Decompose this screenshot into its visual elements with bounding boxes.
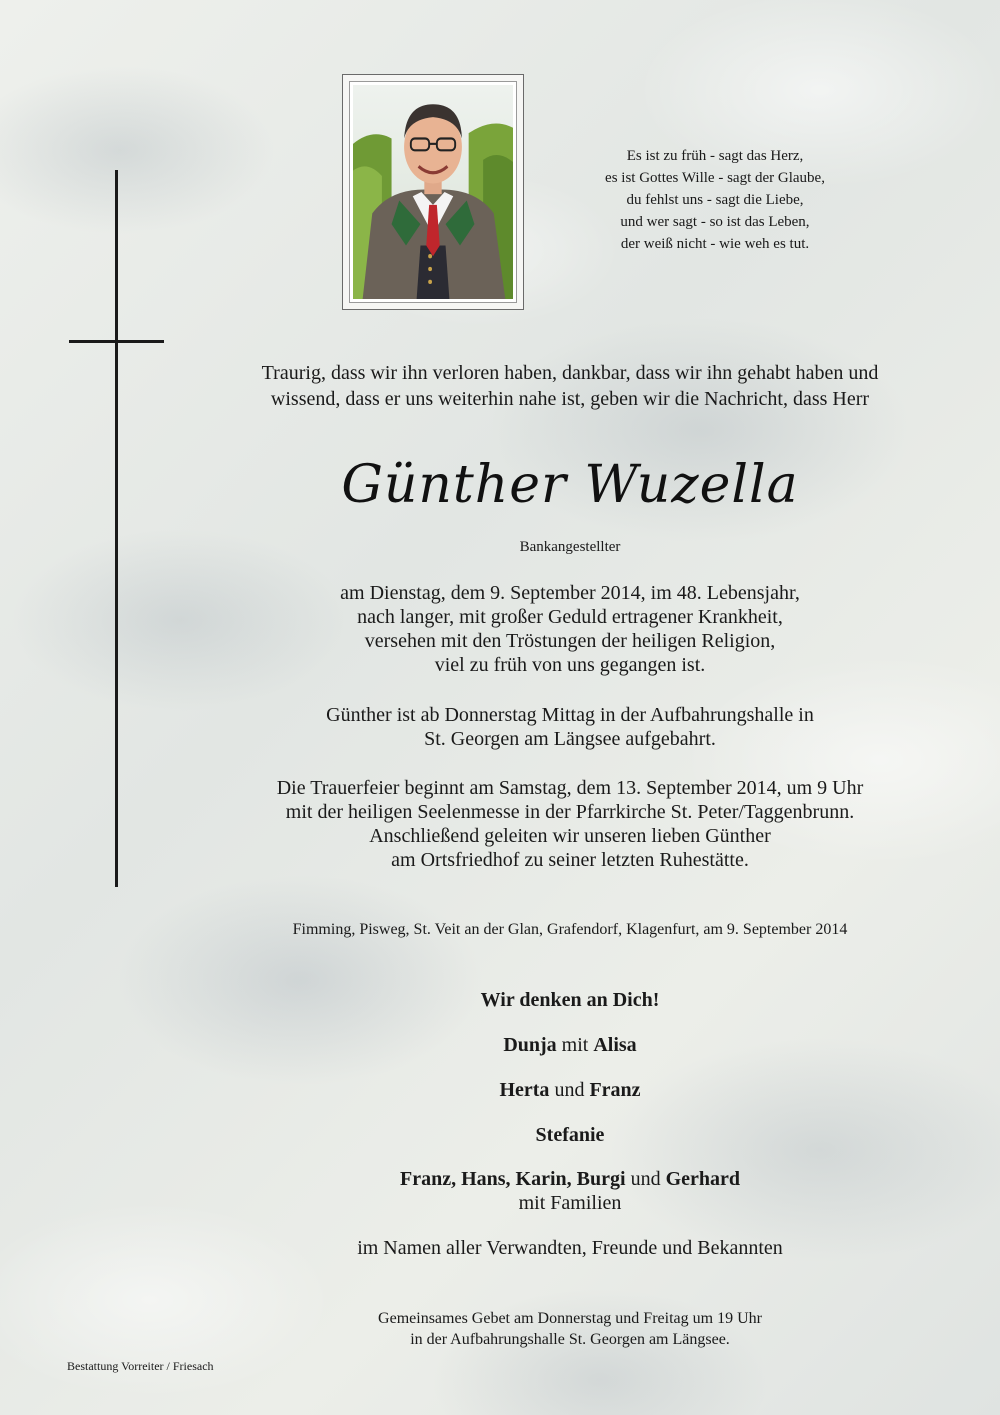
mourner-families: mit Familien xyxy=(518,1192,622,1214)
prayer-line: in der Aufbahrungshalle St. Georgen am Längsee. xyxy=(410,1331,730,1348)
deceased-name: Günther Wuzella xyxy=(341,455,799,515)
mourner-name: Herta xyxy=(499,1079,550,1101)
viewing-info xyxy=(200,703,940,751)
portrait-photo xyxy=(349,81,517,303)
prayer-info xyxy=(270,1308,870,1350)
prayer-line: Gemeinsames Gebet am Donnerstag und Freitag um 19 Uhr xyxy=(378,1310,762,1327)
death-notice-text xyxy=(200,581,940,677)
funeral-line: Die Trauerfeier beginnt am Samstag, dem 13. September 2014, um 9 Uhr xyxy=(276,777,864,799)
poem-line: es ist Gottes Wille - sagt der Glaube, xyxy=(605,170,825,186)
mourner-name: Gerhard xyxy=(665,1168,740,1190)
death-notice-line: viel zu früh von uns gegangen ist. xyxy=(434,654,706,676)
mourner-line xyxy=(250,1123,890,1147)
poem-verse xyxy=(560,145,870,255)
intro-text xyxy=(200,360,940,412)
funeral-line: am Ortsfriedhof zu seiner letzten Ruhestätte. xyxy=(391,849,749,871)
place-and-date: Fimming, Pisweg, St. Veit an der Glan, Grafendorf, Klagenfurt, am 9. September 2014 xyxy=(292,921,848,938)
viewing-line: Günther ist ab Donnerstag Mittag in der Aufbahrungshalle in xyxy=(326,704,814,726)
portrait-photo-image xyxy=(353,85,513,299)
funeral-info xyxy=(200,776,940,872)
funeral-line: Anschließend geleiten wir unseren lieben Günther xyxy=(369,825,771,847)
mourner-name: Stefanie xyxy=(535,1124,605,1146)
mourner-name: Alisa xyxy=(593,1034,637,1056)
viewing-line: St. Georgen am Längsee aufgebahrt. xyxy=(424,728,716,750)
death-notice-line: versehen mit den Tröstungen der heiligen Religion, xyxy=(364,630,776,652)
mourner-conjunction: und xyxy=(549,1079,590,1101)
mourner-line xyxy=(250,1167,890,1191)
intro-line: wissend, dass er uns weiterhin nahe ist, geben wir die Nachricht, dass Herr xyxy=(270,388,870,410)
mourner-conjunction: mit xyxy=(556,1034,594,1056)
poem-line: der weiß nicht - wie weh es tut. xyxy=(620,236,810,252)
funeral-line: mit der heiligen Seelenmesse in der Pfarrkirche St. Peter/Taggenbrunn. xyxy=(285,801,855,823)
death-notice-line: nach langer, mit großer Geduld ertragener Krankheit, xyxy=(357,606,783,628)
mourner-conjunction: und xyxy=(625,1168,666,1190)
mourner-name: Franz xyxy=(589,1079,641,1101)
mourner-line xyxy=(250,1033,890,1057)
intro-line: Traurig, dass wir ihn verloren haben, dankbar, dass wir ihn gehabt haben und xyxy=(261,362,879,384)
mourner-line xyxy=(250,1078,890,1102)
deceased-profession: Bankangestellter xyxy=(519,539,621,555)
undertaker-credit: Bestattung Vorreiter / Friesach xyxy=(67,1359,214,1373)
poem-line: du fehlst uns - sagt die Liebe, xyxy=(626,192,804,208)
portrait-photo-frame xyxy=(342,74,524,310)
mourner-names: Franz, Hans, Karin, Burgi xyxy=(399,1168,626,1190)
mourner-name: Dunja xyxy=(503,1034,557,1056)
poem-line: und wer sagt - so ist das Leben, xyxy=(620,214,810,230)
cross-horizontal-bar xyxy=(69,340,164,343)
mourners-heading xyxy=(250,988,890,1012)
cross-vertical-bar xyxy=(115,170,118,887)
mourners-closing: im Namen aller Verwandten, Freunde und Bekannten xyxy=(357,1237,783,1259)
poem-line: Es ist zu früh - sagt das Herz, xyxy=(626,148,804,164)
mourners-heading-text: Wir denken an Dich! xyxy=(480,989,660,1011)
death-notice-line: am Dienstag, dem 9. September 2014, im 48. Lebensjahr, xyxy=(340,582,800,604)
